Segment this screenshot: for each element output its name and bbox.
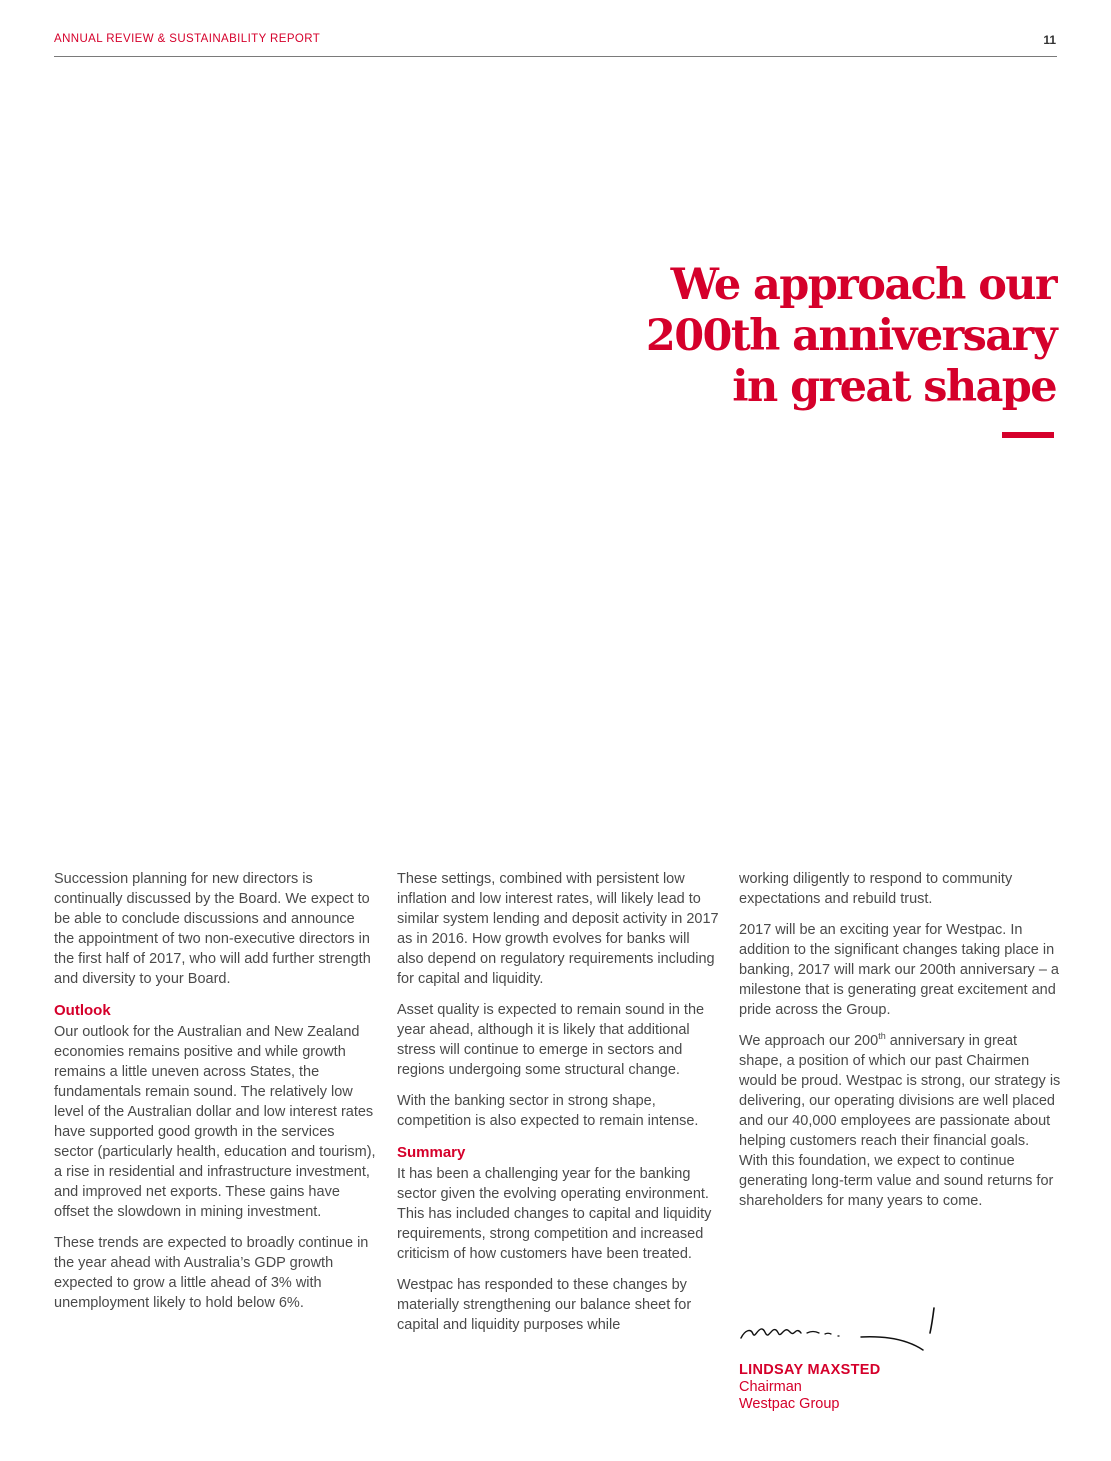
text-column-3 — [739, 869, 1061, 1222]
paragraph: With the banking sector in strong shape, competition is also expected to remain intense. — [397, 1093, 699, 1129]
paragraph: working diligently to respond to community expectations and rebuild trust. — [739, 871, 1013, 907]
section-heading-outlook: Outlook — [54, 1002, 111, 1019]
paragraph: Succession planning for new directors is continually discussed by the Board. We expect to be able to conclude discussions and announce the appointment of two non-executive directors in the first half of 2017, who will add further strength and diversity to your Board. — [54, 871, 371, 987]
signature-image — [737, 1300, 947, 1360]
page-number: 11 — [1043, 33, 1056, 47]
headline-line-2: 200th anniversary — [645, 311, 1056, 361]
paragraph — [739, 1031, 1061, 1211]
paragraph: These trends are expected to broadly continue in the year ahead with Australia’s GDP growth expected to grow a little ahead of 3% with unemployment likely to hold below 6%. — [54, 1235, 369, 1311]
paragraph: 2017 will be an exciting year for Westpac. In addition to the significant changes taking place in banking, 2017 will mark our 200th anniversary – a milestone that is generating great excitement and pride across the Group. — [739, 922, 1059, 1018]
paragraph: These settings, combined with persistent low inflation and low interest rates, will likely lead to similar system lending and deposit activity in 2017 as in 2016. How growth evolves for banks will also depend on regulatory requirements including for capital and liquidity. — [397, 871, 719, 987]
paragraph: Westpac has responded to these changes by materially strengthening our balance sheet for capital and liquidity purposes while — [397, 1277, 692, 1333]
headline — [496, 260, 1056, 413]
headline-accent-bar — [1002, 432, 1054, 438]
signer-block — [739, 1361, 880, 1413]
section-heading-summary: Summary — [397, 1144, 466, 1161]
report-title: ANNUAL REVIEW & SUSTAINABILITY REPORT — [54, 33, 321, 45]
headline-line-3: in great shape — [732, 362, 1056, 412]
header-divider — [54, 56, 1057, 57]
signer-role: Chairman — [739, 1379, 802, 1395]
paragraph: Our outlook for the Australian and New Zealand economies remains positive and while growth remains a little uneven across States, the fundamentals remain sound. The relatively low level of the Australian dollar and low interest rates have supported good growth in the services sector (particularly health, education and tourism), a rise in residential and infrastructure investment, and improved net exports. These gains have offset the slowdown in mining investment. — [54, 1024, 376, 1220]
paragraph: Asset quality is expected to remain sound in the year ahead, although it is likely that additional stress will continue to emerge in sectors and regions undergoing some structural change. — [397, 1002, 705, 1078]
text-fragment: anniversary in great shape, a position of which our past Chairmen would be proud. Westpac is strong, our strategy is delivering, our operating divisions are well placed and our 40,000 employees are passionate about helping customers reach their financial goals. With this foundation, we expect to continue generating long-term value and sound returns for shareholders for many years to come. — [739, 1033, 1061, 1209]
headline-line-1: We approach our — [670, 260, 1056, 310]
text-fragment: We approach our 200 — [739, 1033, 879, 1049]
ordinal-suffix: th — [878, 1031, 886, 1042]
text-column-2 — [397, 869, 719, 1346]
signer-name: LINDSAY MAXSTED — [739, 1362, 881, 1378]
signer-organisation: Westpac Group — [739, 1396, 840, 1412]
paragraph: It has been a challenging year for the banking sector given the evolving operating environment. This has included changes to capital and liquidity requirements, strong competition and increased criticism of how customers have been treated. — [397, 1166, 712, 1262]
text-column-1 — [54, 869, 376, 1324]
